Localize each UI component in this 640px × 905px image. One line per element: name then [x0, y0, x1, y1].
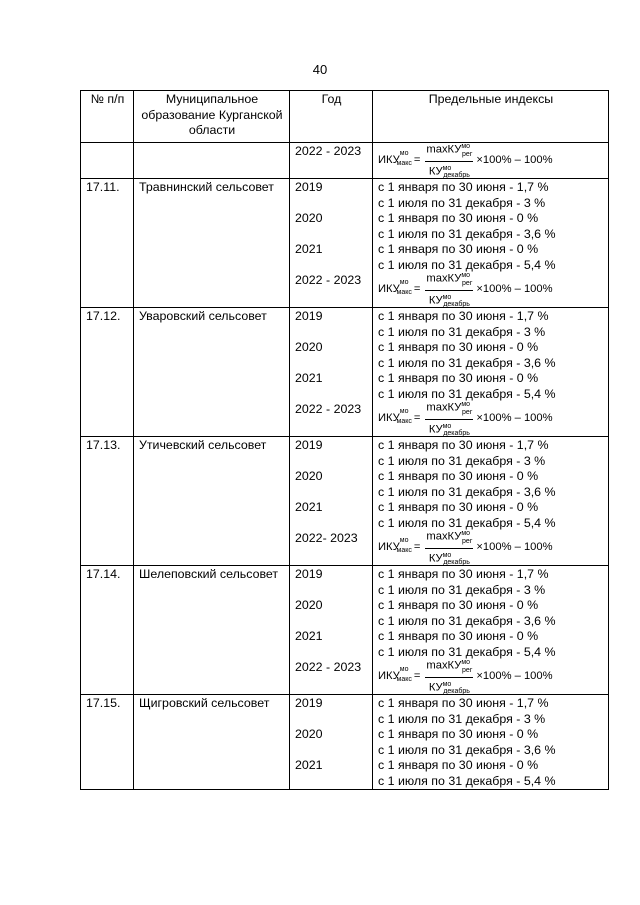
cell-year	[290, 308, 373, 437]
index-period-line: с 1 января по 30 июня - 0 %	[378, 211, 539, 225]
page-number: 40	[312, 62, 328, 77]
formula-den-sub: декабрь	[443, 301, 470, 309]
year-2022-2023: 2022 - 2023	[295, 144, 362, 158]
formula-numerator: maxКУ	[426, 272, 462, 285]
cell-year	[290, 179, 373, 308]
formula-num-sup: мо	[461, 658, 471, 666]
cell-municipality: Шелеповский сельсовет	[134, 566, 290, 695]
cell-num: 17.11.	[81, 179, 134, 308]
formula-den-sup: мо	[442, 551, 452, 559]
year-2021: 2021	[295, 758, 323, 772]
table-row	[81, 179, 609, 308]
formula-lhs-sub: макс	[396, 418, 412, 426]
index-period-line: с 1 июля по 31 декабря - 3 %	[378, 582, 546, 597]
index-period-line: с 1 июля по 31 декабря - 3,6 %	[378, 484, 556, 499]
index-period-line: с 1 января по 30 июня - 0 %	[378, 340, 539, 354]
formula-fraction	[425, 656, 473, 699]
year-2021: 2021	[295, 629, 323, 643]
cell-num: 17.14.	[81, 566, 134, 695]
year-2020: 2020	[295, 598, 323, 612]
index-period-line: с 1 января по 30 июня - 0 %	[378, 727, 539, 741]
index-period-line: с 1 января по 30 июня - 1,7 %	[378, 438, 549, 452]
year-2019: 2019	[295, 696, 323, 710]
index-period-line: с 1 июля по 31 декабря - 3 %	[378, 195, 546, 210]
formula-numerator: maxКУ	[426, 659, 462, 672]
limit-index-formula: ИКУ мо макс = $\frac{\max КУ^{мо}_{рег}}{КУ^{мо}_{декабрь}}$ ×100% – 100%	[378, 144, 604, 178]
index-period-line: с 1 июля по 31 декабря - 3,6 %	[378, 226, 556, 241]
formula-lhs-sub: макс	[396, 289, 412, 297]
formula-denominator: КУ	[428, 165, 443, 178]
index-period-line: с 1 июля по 31 декабря - 3 %	[378, 711, 546, 726]
year-2019: 2019	[295, 438, 323, 452]
index-period-line: с 1 января по 30 июня - 1,7 %	[378, 309, 549, 323]
limit-index-formula: ИКУ мо макс = $\frac{\max КУ^{мо}_{рег}}{КУ^{мо}_{декабрь}}$ ×100% – 100%	[378, 531, 604, 565]
formula-num-sub: рег	[462, 150, 473, 158]
header-year: Год	[290, 91, 373, 143]
year-2022-2023: 2022 - 2023	[295, 273, 362, 287]
table-header-row	[81, 91, 609, 143]
formula-num-sub: рег	[462, 279, 473, 287]
formula-lhs: ИКУ	[378, 412, 400, 425]
year-2020: 2020	[295, 211, 323, 225]
limit-index-formula: ИКУ мо макс = $\frac{\max КУ^{мо}_{рег}}{КУ^{мо}_{декабрь}}$ ×100% – 100%	[378, 402, 604, 436]
year-2021: 2021	[295, 371, 323, 385]
index-period-line: с 1 июля по 31 декабря - 3 %	[378, 453, 546, 468]
cell-num: 17.12.	[81, 308, 134, 437]
formula-num-sup: мо	[461, 400, 471, 408]
table-row	[81, 437, 609, 566]
formula-lhs: ИКУ	[378, 670, 400, 683]
cell-municipality: Утичевский сельсовет	[134, 437, 290, 566]
formula-denominator: КУ	[428, 681, 443, 694]
year-2019: 2019	[295, 309, 323, 323]
index-period-line: с 1 июля по 31 декабря - 5,4 %	[378, 644, 556, 659]
formula-den-sup: мо	[442, 422, 452, 430]
header-num: № п/п	[81, 91, 134, 143]
index-period-line: с 1 января по 30 июня - 0 %	[378, 500, 539, 514]
formula-lhs-sup: мо	[399, 537, 409, 545]
cell-year	[290, 566, 373, 695]
cell-num: 17.15.	[81, 695, 134, 790]
index-period-line: с 1 июля по 31 декабря - 3,6 %	[378, 742, 556, 757]
formula-tail: ×100% – 100%	[476, 541, 553, 554]
formula-lhs-sub: макс	[396, 547, 412, 555]
year-2021: 2021	[295, 242, 323, 256]
table-row	[81, 308, 609, 437]
formula-num-sub: рег	[462, 408, 473, 416]
index-period-line: с 1 июля по 31 декабря - 5,4 %	[378, 257, 556, 272]
formula-numerator: maxКУ	[426, 143, 462, 156]
index-period-line: с 1 июля по 31 декабря - 5,4 %	[378, 515, 556, 530]
formula-fraction	[425, 140, 473, 183]
formula-lhs: ИКУ	[378, 154, 400, 167]
cell-year	[290, 437, 373, 566]
index-period-line: с 1 января по 30 июня - 0 %	[378, 758, 539, 772]
formula-lhs-sub: макс	[396, 160, 412, 168]
limit-indices-table	[80, 90, 609, 790]
formula-fraction	[425, 527, 473, 570]
cell-municipality: Щигровский сельсовет	[134, 695, 290, 790]
formula-lhs: ИКУ	[378, 283, 400, 296]
index-period-line: с 1 июля по 31 декабря - 3,6 %	[378, 355, 556, 370]
cell-formula	[373, 143, 609, 179]
index-period-line: с 1 января по 30 июня - 1,7 %	[378, 567, 549, 581]
cell-indices	[373, 566, 609, 695]
index-period-line: с 1 июля по 31 декабря - 5,4 %	[378, 386, 556, 401]
formula-den-sub: декабрь	[443, 688, 470, 696]
cell-indices	[373, 308, 609, 437]
index-period-line: с 1 января по 30 июня - 1,7 %	[378, 180, 549, 194]
index-period-line: с 1 января по 30 июня - 0 %	[378, 242, 539, 256]
formula-denominator: КУ	[428, 552, 443, 565]
formula-lhs-sup: мо	[399, 279, 409, 287]
formula-num-sub: рег	[462, 537, 473, 545]
index-period-line: с 1 января по 30 июня - 0 %	[378, 371, 539, 385]
index-period-line: с 1 июля по 31 декабря - 3 %	[378, 324, 546, 339]
cell-indices	[373, 179, 609, 308]
index-period-line: с 1 января по 30 июня - 1,7 %	[378, 696, 549, 710]
limit-index-formula: ИКУ мо макс = $\frac{\max КУ^{мо}_{рег}}{КУ^{мо}_{декабрь}}$ ×100% – 100%	[378, 660, 604, 694]
index-period-line: с 1 июля по 31 декабря - 3,6 %	[378, 613, 556, 628]
cell-municipality: Травнинский сельсовет	[134, 179, 290, 308]
formula-lhs-sup: мо	[399, 150, 409, 158]
formula-num-sub: рег	[462, 666, 473, 674]
formula-num-sup: мо	[461, 142, 471, 150]
index-period-line: с 1 января по 30 июня - 0 %	[378, 629, 539, 643]
year-2022-2023: 2022 - 2023	[295, 660, 362, 674]
year-2022-2023: 2022- 2023	[295, 531, 358, 545]
index-period-line: с 1 июля по 31 декабря - 5,4 %	[378, 773, 556, 788]
table-row-continued	[81, 143, 609, 179]
formula-fraction	[425, 398, 473, 441]
formula-tail: ×100% – 100%	[476, 670, 553, 683]
year-2022-2023: 2022 - 2023	[295, 402, 362, 416]
formula-numerator: maxКУ	[426, 530, 462, 543]
cell-municipality: Уваровский сельсовет	[134, 308, 290, 437]
year-2019: 2019	[295, 180, 323, 194]
limit-index-formula: ИКУ мо макс = $\frac{\max КУ^{мо}_{рег}}{КУ^{мо}_{декабрь}}$ ×100% – 100%	[378, 273, 604, 307]
formula-lhs-sup: мо	[399, 408, 409, 416]
cell-year	[290, 695, 373, 790]
header-municipality: Муниципальное образование Курганской области	[134, 91, 290, 143]
cell-municipality	[134, 143, 290, 179]
index-period-line: с 1 января по 30 июня - 0 %	[378, 469, 539, 483]
cell-num	[81, 143, 134, 179]
formula-tail: ×100% – 100%	[476, 412, 553, 425]
formula-den-sub: декабрь	[443, 172, 470, 180]
formula-fraction	[425, 269, 473, 312]
formula-denominator: КУ	[428, 423, 443, 436]
cell-year	[290, 143, 373, 179]
formula-num-sup: мо	[461, 529, 471, 537]
formula-den-sup: мо	[442, 164, 452, 172]
cell-indices	[373, 695, 609, 790]
formula-lhs: ИКУ	[378, 541, 400, 554]
year-2021: 2021	[295, 500, 323, 514]
formula-den-sup: мо	[442, 293, 452, 301]
header-indices: Предельные индексы	[373, 91, 609, 143]
year-2020: 2020	[295, 340, 323, 354]
formula-num-sup: мо	[461, 271, 471, 279]
formula-tail: ×100% – 100%	[476, 154, 553, 167]
table-row	[81, 566, 609, 695]
formula-lhs-sub: макс	[396, 676, 412, 684]
year-2019: 2019	[295, 567, 323, 581]
cell-num: 17.13.	[81, 437, 134, 566]
year-2020: 2020	[295, 469, 323, 483]
formula-denominator: КУ	[428, 294, 443, 307]
index-period-line: с 1 января по 30 июня - 0 %	[378, 598, 539, 612]
formula-den-sup: мо	[442, 680, 452, 688]
formula-den-sub: декабрь	[443, 559, 470, 567]
formula-numerator: maxКУ	[426, 401, 462, 414]
table-row	[81, 695, 609, 790]
year-2020: 2020	[295, 727, 323, 741]
formula-tail: ×100% – 100%	[476, 283, 553, 296]
cell-indices	[373, 437, 609, 566]
formula-lhs-sup: мо	[399, 666, 409, 674]
formula-den-sub: декабрь	[443, 430, 470, 438]
